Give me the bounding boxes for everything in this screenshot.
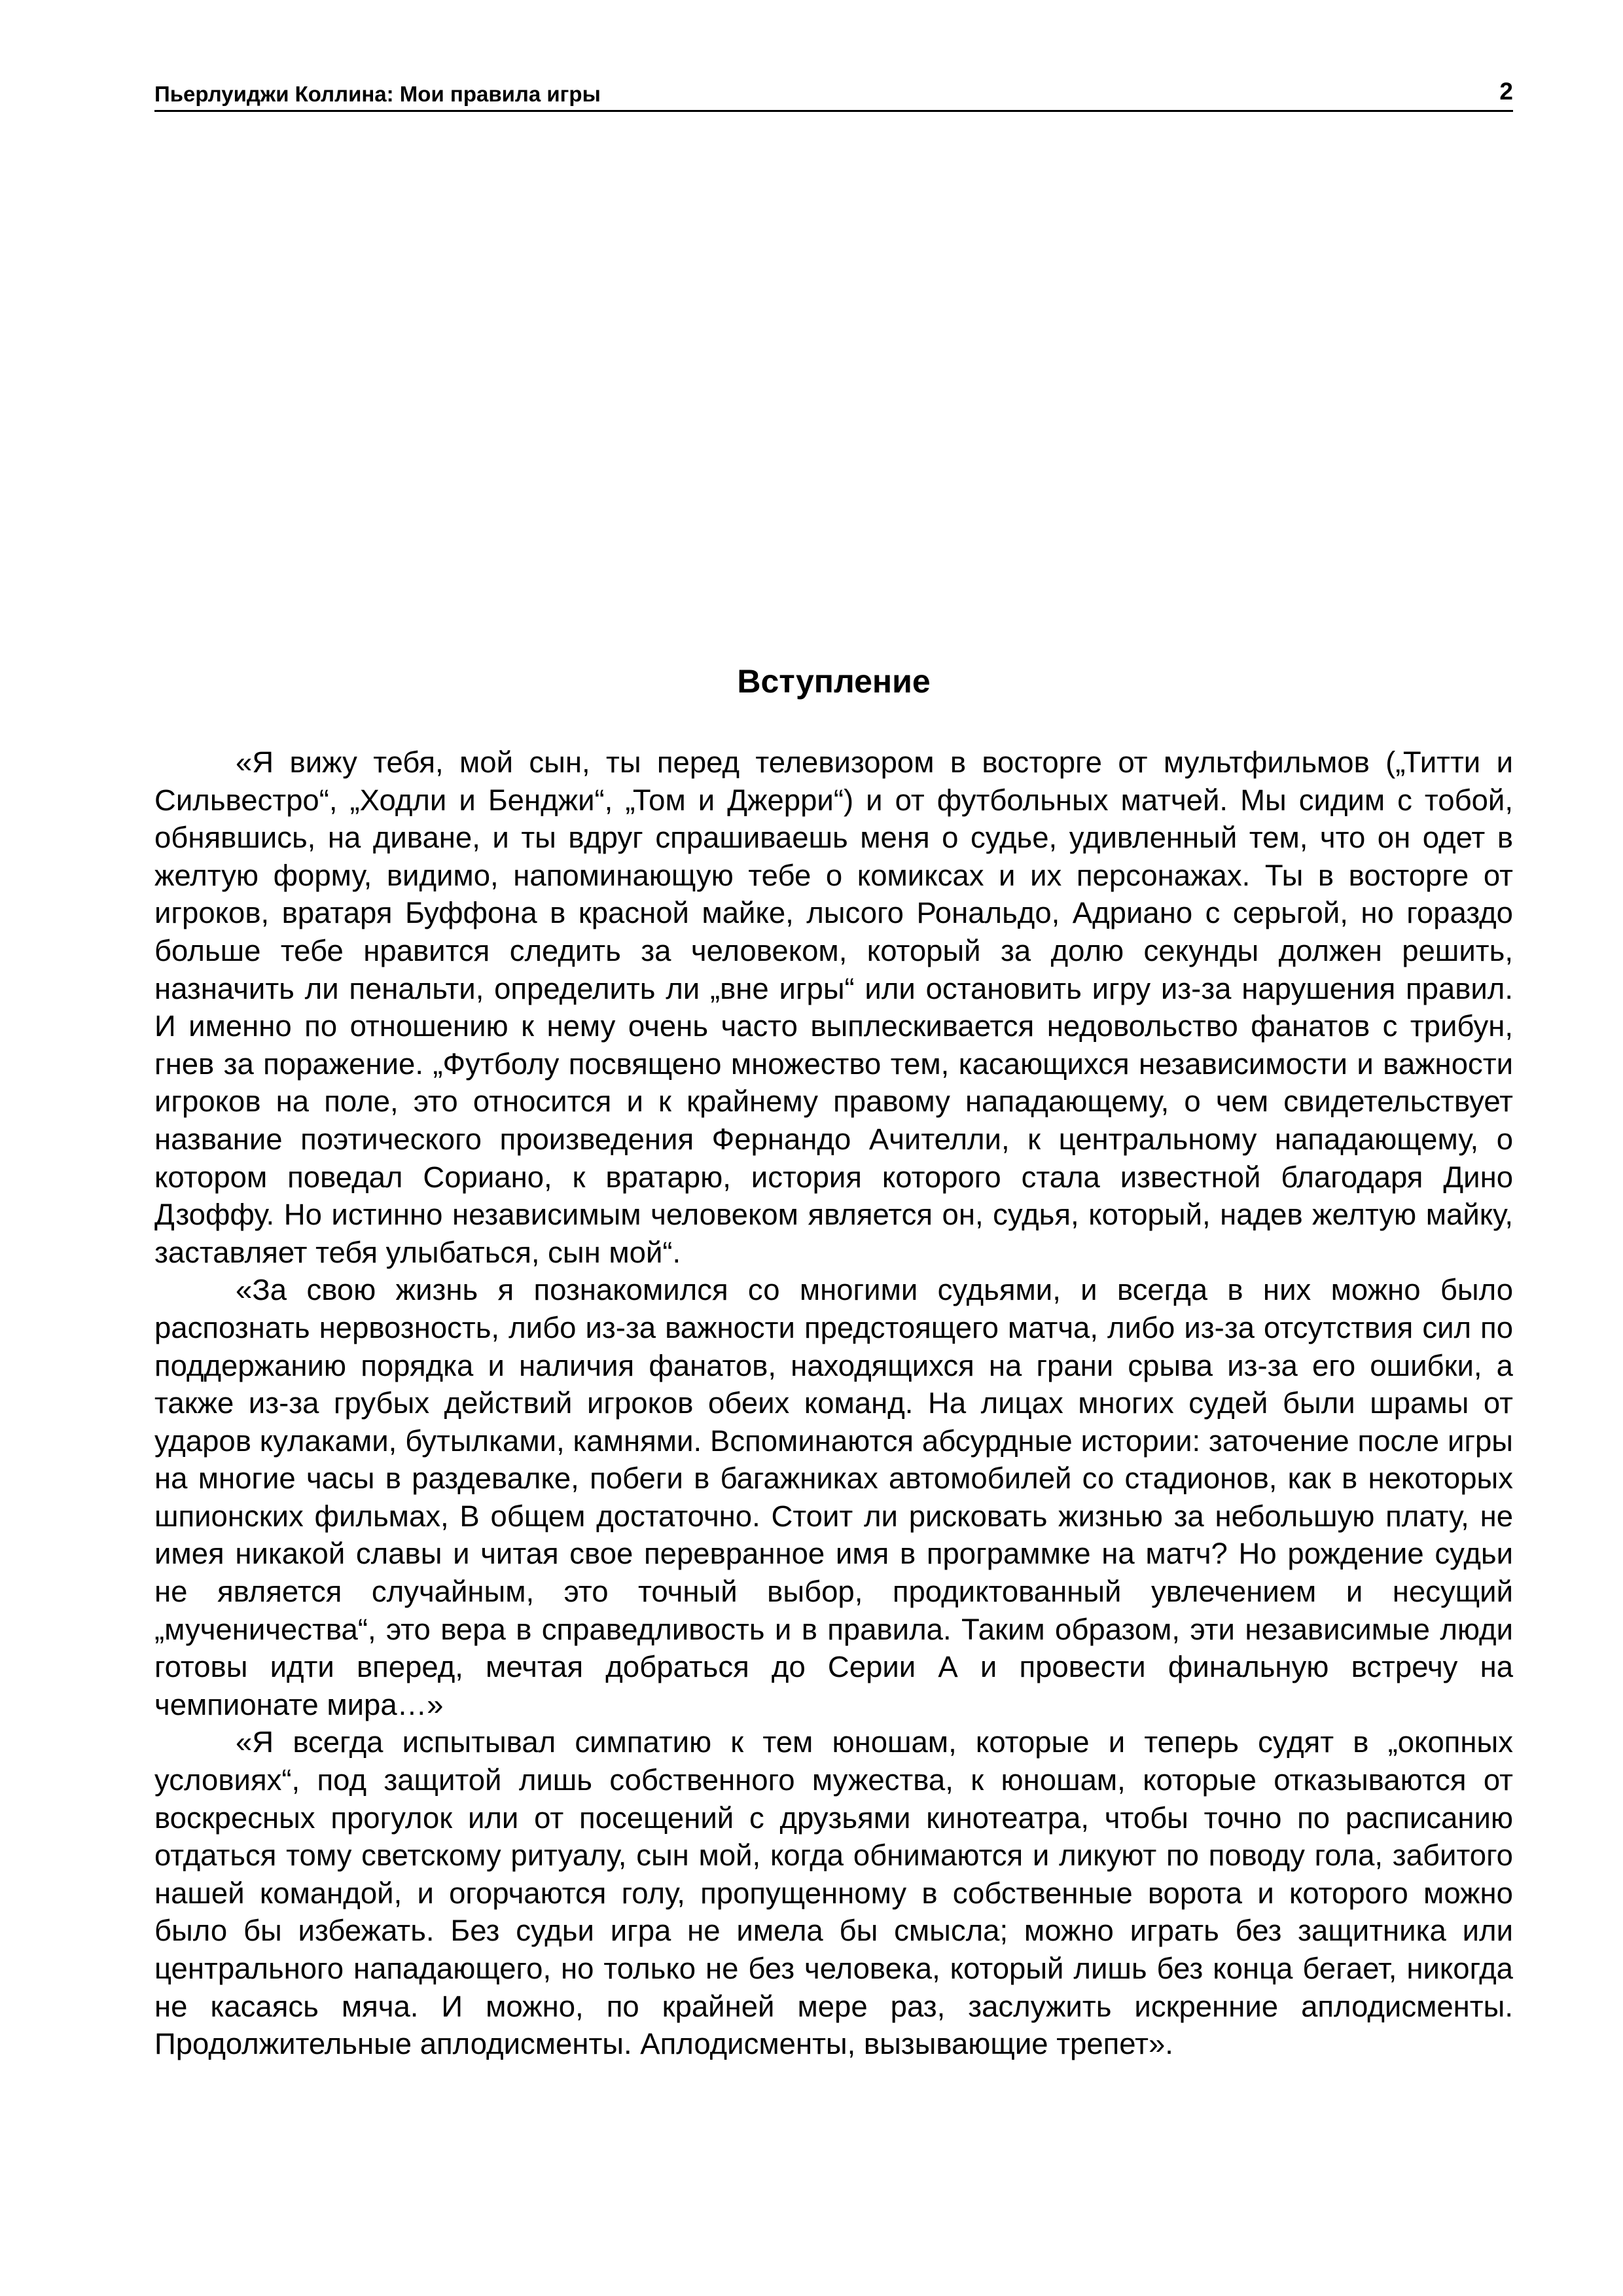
running-title: Пьерлуиджи Коллина: Мои правила игры [154, 82, 601, 106]
page-number: 2 [1499, 78, 1513, 105]
chapter-title: Вступление [737, 663, 931, 700]
body-text [154, 744, 1513, 2063]
paragraph: «За свою жизнь я познакомился со многими судьями, и всегда в них можно было распознать нервозность, либо из-за важности предстоящего матча, либо из-за отсутствия сил по поддержанию порядка и наличия фанатов, находящихся на грани срыва из-за его ошибки, а также из-за грубых действий игроков обеих команд. На лицах многих судей были шрамы от ударов кулаками, бутылками, камнями. Вспоминаются абсурдные истории: заточение после игры на многие часы в раздевалке, побеги в багажниках автомобилей со стадионов, как в некоторых шпионских фильмах, В общем достаточно. Стоит ли рисковать жизнью за небольшую плату, не имея никакой славы и читая свое перевранное имя в программке на матч? Но рождение судьи не является случайным, это точный выбор, продиктованный увлечением и несущий „мученичества“, это вера в справедливость и в правила. Таким образом, эти независимые люди готовы идти вперед, мечтая добраться до Серии А и провести финальную встречу на чемпионате мира…» [154, 1273, 1513, 1721]
page-header [154, 71, 1513, 112]
paragraph: «Я всегда испытывал симпатию к тем юношам, которые и теперь судят в „окопных условиях“, под защитой лишь собственного мужества, к юношам, которые отказываются от воскресных прогулок или от посещений с друзьями кинотеатра, чтобы точно по расписанию отдаться тому светскому ритуалу, сын мой, когда обнимаются и ликуют по поводу гола, забитого нашей командой, и огорчаются голу, пропущенному в собственные ворота и которого можно было бы избежать. Без судьи игра не имела бы смысла; можно играть без защитника или центрального нападающего, но только не без человека, который лишь без конца бегает, никогда не касаясь мяча. И можно, по крайней мере раз, заслужить искренние аплодисменты. Продолжительные аплодисменты. Аплодисменты, вызывающие трепет». [154, 1725, 1513, 2061]
paragraph: «Я вижу тебя, мой сын, ты перед телевизором в восторге от мультфильмов („Титти и Сильвестро“, „Ходли и Бенджи“, „Том и Джерри“) и от футбольных матчей. Мы сидим с тобой, обнявшись, на диване, и ты вдруг спрашиваешь меня о судье, удивленный тем, что он одет в желтую форму, видимо, напоминающую тебе о комиксах и их персонажах. Ты в восторге от игроков, вратаря Буффона в красной майке, лысого Рональдо, Адриано с серьгой, но гораздо больше тебе нравится следить за человеком, который за долю секунды должен решить, назначить ли пенальти, определить ли „вне игры“ или остановить игру из-за нарушения правил. И именно по отношению к нему очень часто выплескивается недовольство фанатов с трибун, гнев за поражение. „Футболу посвящено множество тем, касающихся независимости и важности игроков на поле, это относится и к крайнему правому нападающему, о чем свидетельствует название поэтического произведения Фернандо Ачителли, к центральному нападающему, о котором поведал Сориано, к вратарю, история которого стала известной благодаря Дино Дзоффу. Но истинно независимым человеком является он, судья, который, надев желтую майку, заставляет тебя улыбаться, сын мой“. [154, 745, 1513, 1269]
